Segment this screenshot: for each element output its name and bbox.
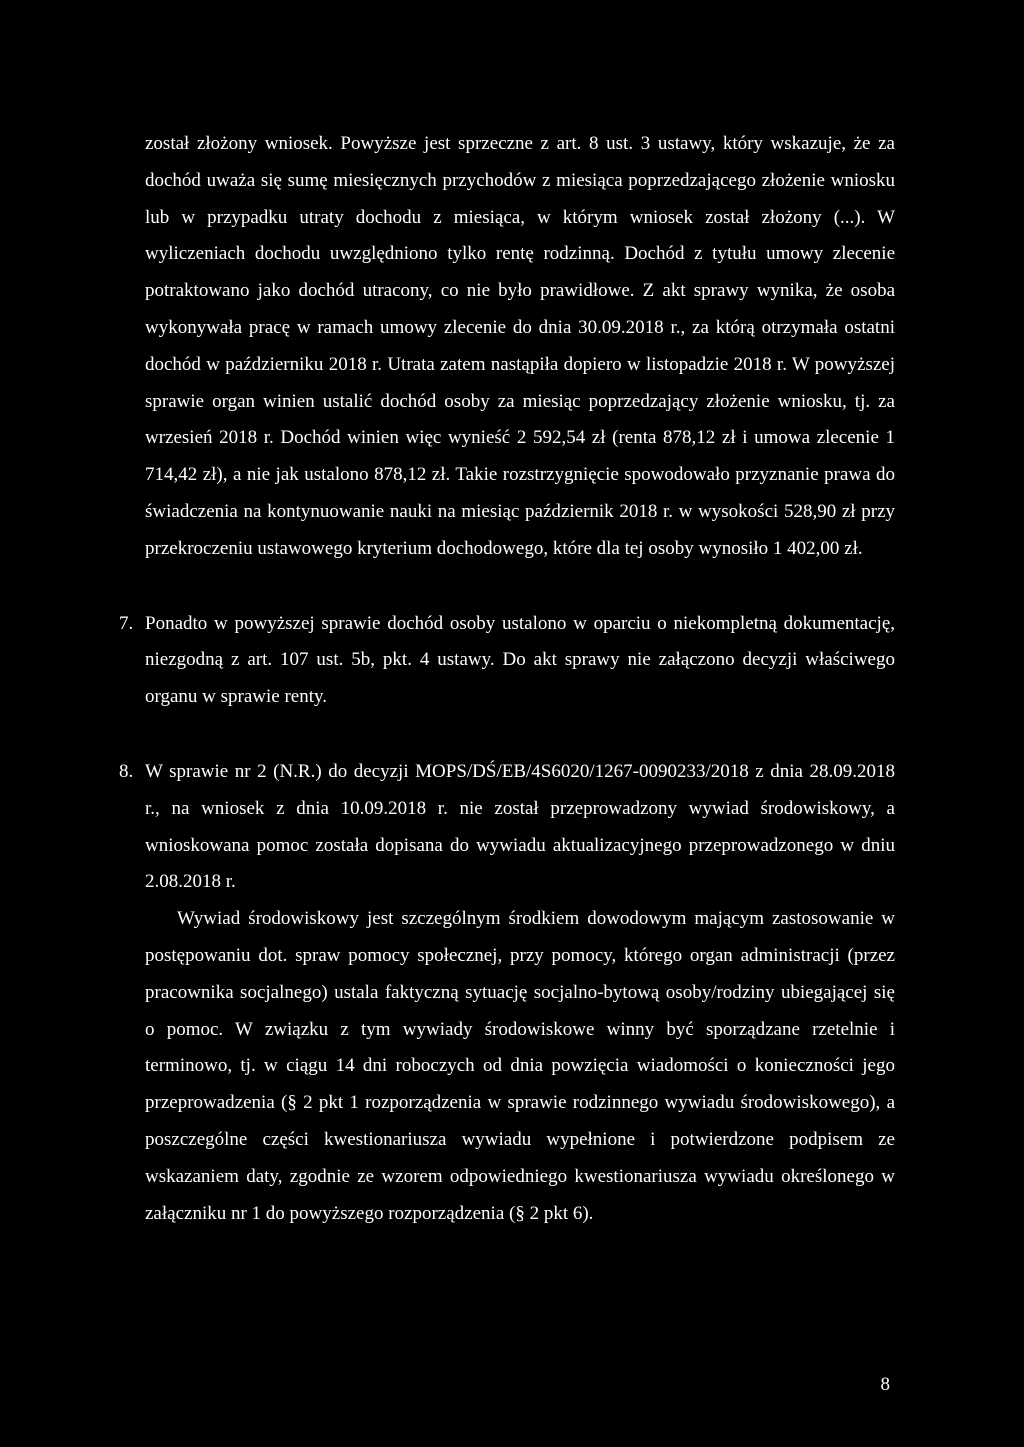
list-item-7	[119, 606, 895, 716]
document-body	[119, 126, 895, 1232]
list-item-8	[119, 754, 895, 901]
list-item-text: Ponadto w powyższej sprawie dochód osoby ustalono w oparciu o niekompletną dokumentację, niezgodną z art. 107 ust. 5b, pkt. 4 ustawy. Do akt sprawy nie załączono decyzji właściwego organu w sprawie renty.	[145, 612, 895, 708]
paragraph-final: Wywiad środowiskowy jest szczególnym środkiem dowodowym mającym zastosowanie w postępowaniu dot. spraw pomocy społecznej, przy pomocy, którego organ administracji (przez pracownika socjalnego) ustala faktyczną sytuację socjalno-bytową osoby/rodziny ubiegającej się o pomoc. W związku z tym wywiady środowiskowe winny być sporządzane rzetelnie i terminowo, tj. w ciągu 14 dni roboczych od dnia powzięcia wiadomości o konieczności jego przeprowadzenia (§ 2 pkt 1 rozporządzenia w sprawie rodzinnego wywiadu środowiskowego), a poszczególne części kwestionariusza wywiadu wypełnione i potwierdzone podpisem ze wskazaniem daty, zgodnie ze wzorem odpowiedniego kwestionariusza wywiadu określonego w załączniku nr 1 do powyższego rozporządzenia (§ 2 pkt 6).	[145, 908, 895, 1224]
list-item-number: 8.	[119, 760, 134, 782]
paragraph-continuation: został złożony wniosek. Powyższe jest sprzeczne z art. 8 ust. 3 ustawy, który wskazuje, że za dochód uważa się sumę miesięcznych przychodów z miesiąca poprzedzającego złożenie wniosku lub w przypadku utraty dochodu z miesiąca, w którym wniosek został złożony (...). W wyliczeniach dochodu uwzględniono tylko rentę rodzinną. Dochód z tytułu umowy zlecenie potraktowano jako dochód utracony, co nie było prawidłowe. Z akt sprawy wynika, że osoba wykonywała pracę w ramach umowy zlecenie do dnia 30.09.2018 r., za którą otrzymała ostatni dochód w październiku 2018 r. Utrata zatem nastąpiła dopiero w listopadzie 2018 r. W powyższej sprawie organ winien ustalić dochód osoby za miesiąc poprzedzający złożenie wniosku, tj. za wrzesień 2018 r. Dochód winien więc wynieść 2 592,54 zł (renta 878,12 zł i umowa zlecenie 1 714,42 zł), a nie jak ustalono 878,12 zł. Takie rozstrzygnięcie spowodowało przyznanie prawa do świadczenia na kontynuowanie nauki na miesiąc październik 2018 r. w wysokości 528,90 zł przy przekroczeniu ustawowego kryterium dochodowego, które dla tej osoby wynosiło 1 402,00 zł.	[145, 133, 895, 559]
page-number: 8	[880, 1374, 890, 1395]
list-item-number: 7.	[119, 612, 134, 634]
list-item-text: W sprawie nr 2 (N.R.) do decyzji MOPS/DŚ/EB/4S6020/1267-0090233/2018 z dnia 28.09.2018 r., na wniosek z dnia 10.09.2018 r. nie został przeprowadzony wywiad środowiskowy, a wnioskowana pomoc została dopisana do wywiadu aktualizacyjnego przeprowadzonego w dniu 2.08.2018 r.	[145, 760, 895, 893]
